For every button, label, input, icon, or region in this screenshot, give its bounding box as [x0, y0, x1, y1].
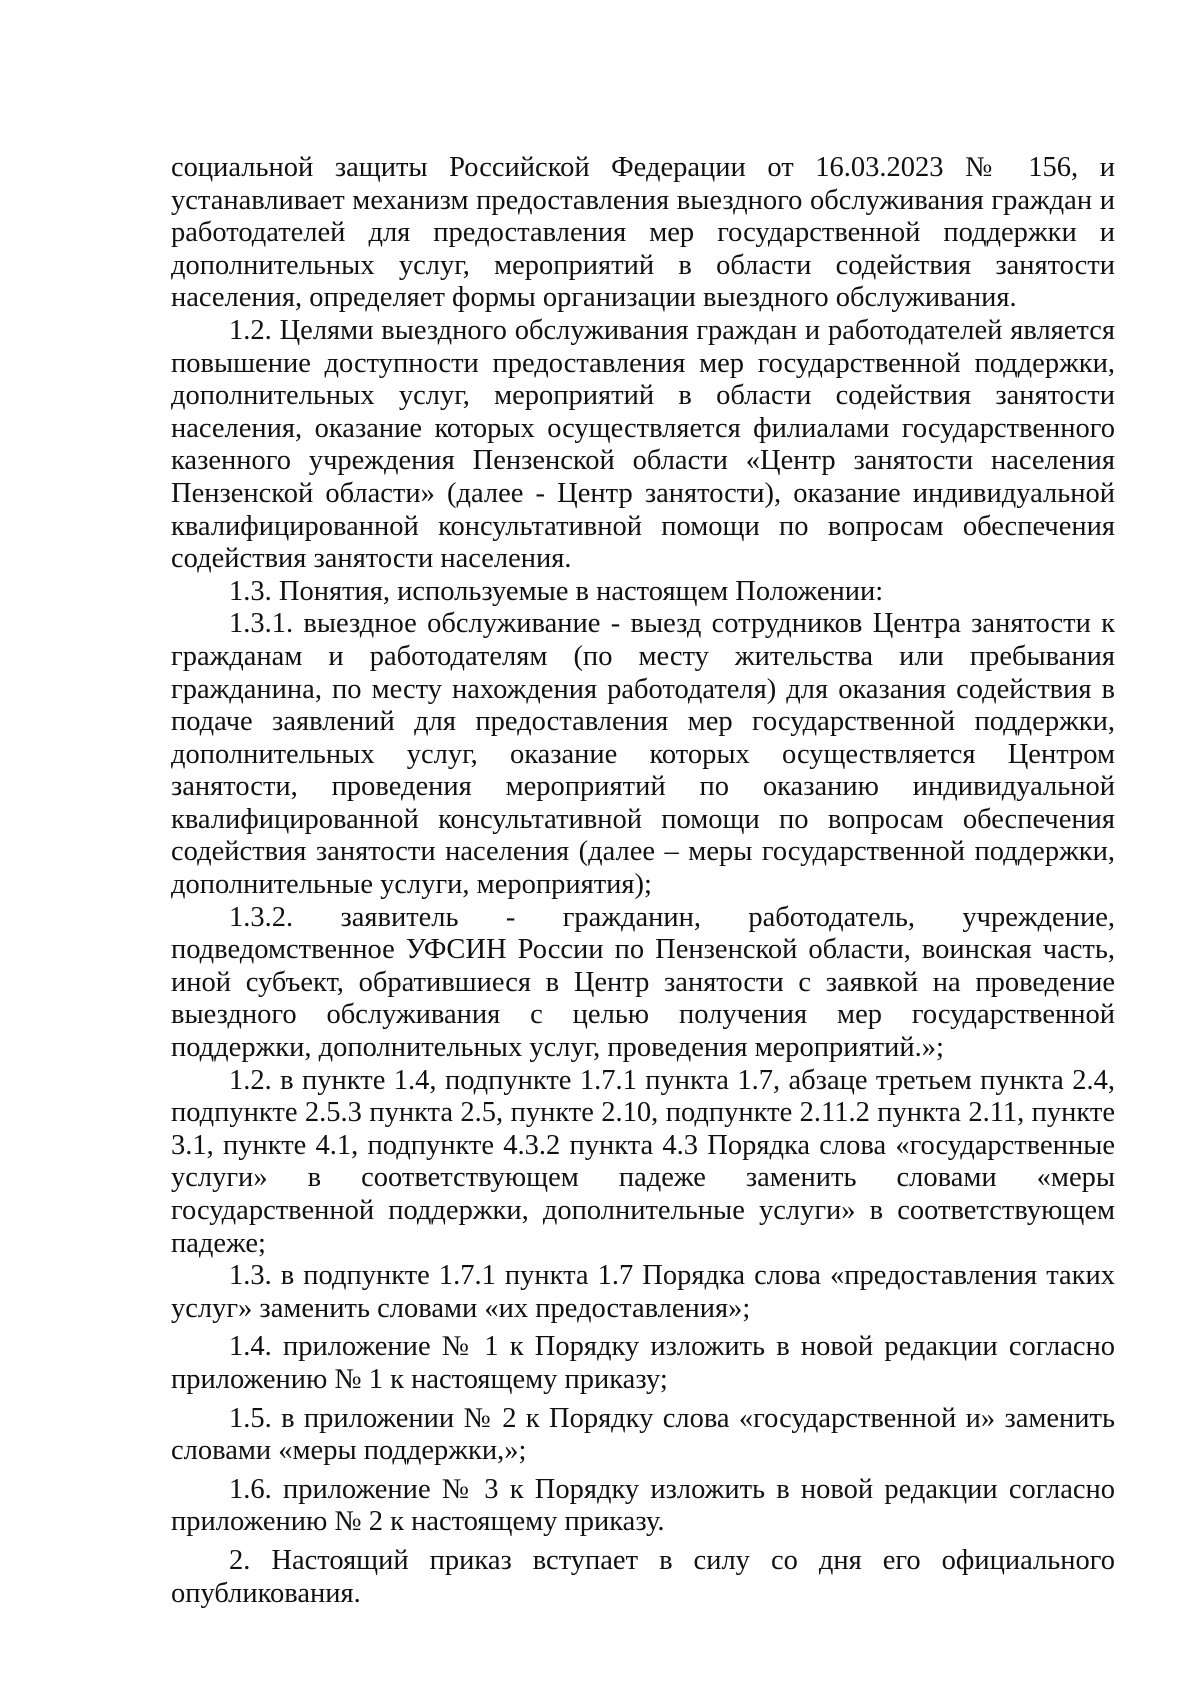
- paragraph-1-3-1-definition: 1.3.1. выездное обслуживание - выезд сотрудников Центра занятости к гражданам и работодателям (по месту жительства или пребывания гражданина, по месту нахождения работодателя) для оказания содействия в подаче заявлений для предоставления мер государственной поддержки, дополнительных услуг, оказание которых осуществляется Центром занятости, проведения мероприятий по оказанию индивидуальной квалифицированной консультативной помощи по вопросам обеспечения содействия занятости населения (далее – меры государственной поддержки, дополнительные услуги, мероприятия);: [171, 608, 1115, 901]
- paragraph-amendment-1-5: 1.5. в приложении № 2 к Порядку слова «государственной и» заменить словами «меры поддержки,»;: [171, 1402, 1115, 1467]
- paragraph-2-effective: 2. Настоящий приказ вступает в силу со дня его официального опубликования.: [171, 1544, 1115, 1609]
- paragraph-amendment-1-3: 1.3. в подпункте 1.7.1 пункта 1.7 Порядка слова «предоставления таких услуг» заменить словами «их предоставления»;: [171, 1260, 1115, 1324]
- paragraph-amendment-1-4: 1.4. приложение № 1 к Порядку изложить в новой редакции согласно приложению № 1 к настоящему приказу;: [171, 1331, 1115, 1395]
- paragraph-amendment-1-2: 1.2. в пункте 1.4, подпункте 1.7.1 пункта 1.7, абзаце третьем пункта 2.4, подпункте 2.5.3 пункта 2.5, пункте 2.10, подпункте 2.11.2 пункта 2.11, пункте 3.1, пункте 4.1, подпункте 4.3.2 пункта 4.3 Порядка слова «государственные услуги» в соответствующем падеже заменить словами «меры государственной поддержки, дополнительные услуги» в соответствующем падеже;: [171, 1064, 1115, 1259]
- document-body: [171, 152, 1115, 1610]
- paragraph-1-2-goals: 1.2. Целями выездного обслуживания граждан и работодателей является повышение доступности предоставления мер государственной поддержки, дополнительных услуг, мероприятий в области содействия занятости населения, оказание которых осуществляется филиалами государственного казенного учреждения Пензенской области «Центр занятости населения Пензенской области» (далее - Центр занятости), оказание индивидуальной квалифицированной консультативной помощи по вопросам обеспечения содействия занятости населения.: [171, 314, 1115, 575]
- paragraph-1-3-terms: 1.3. Понятия, используемые в настоящем Положении:: [229, 575, 884, 607]
- paragraph-intro-continuation: социальной защиты Российской Федерации от 16.03.2023 № 156, и устанавливает механизм предоставления выездного обслуживания граждан и работодателей для предоставления мер государственной поддержки и дополнительных услуг, мероприятий в области содействия занятости населения, определяет формы организации выездного обслуживания.: [171, 152, 1115, 314]
- paragraph-1-3-2-applicant: 1.3.2. заявитель - гражданин, работодатель, учреждение, подведомственное УФСИН России по Пензенской области, воинская часть, иной субъект, обратившиеся в Центр занятости с заявкой на проведение выездного обслуживания с целью получения мер государственной поддержки, дополнительных услуг, проведения мероприятий.»;: [171, 901, 1115, 1064]
- paragraph-amendment-1-6: 1.6. приложение № 3 к Порядку изложить в новой редакции согласно приложению № 2 к настоящему приказу.: [171, 1473, 1115, 1538]
